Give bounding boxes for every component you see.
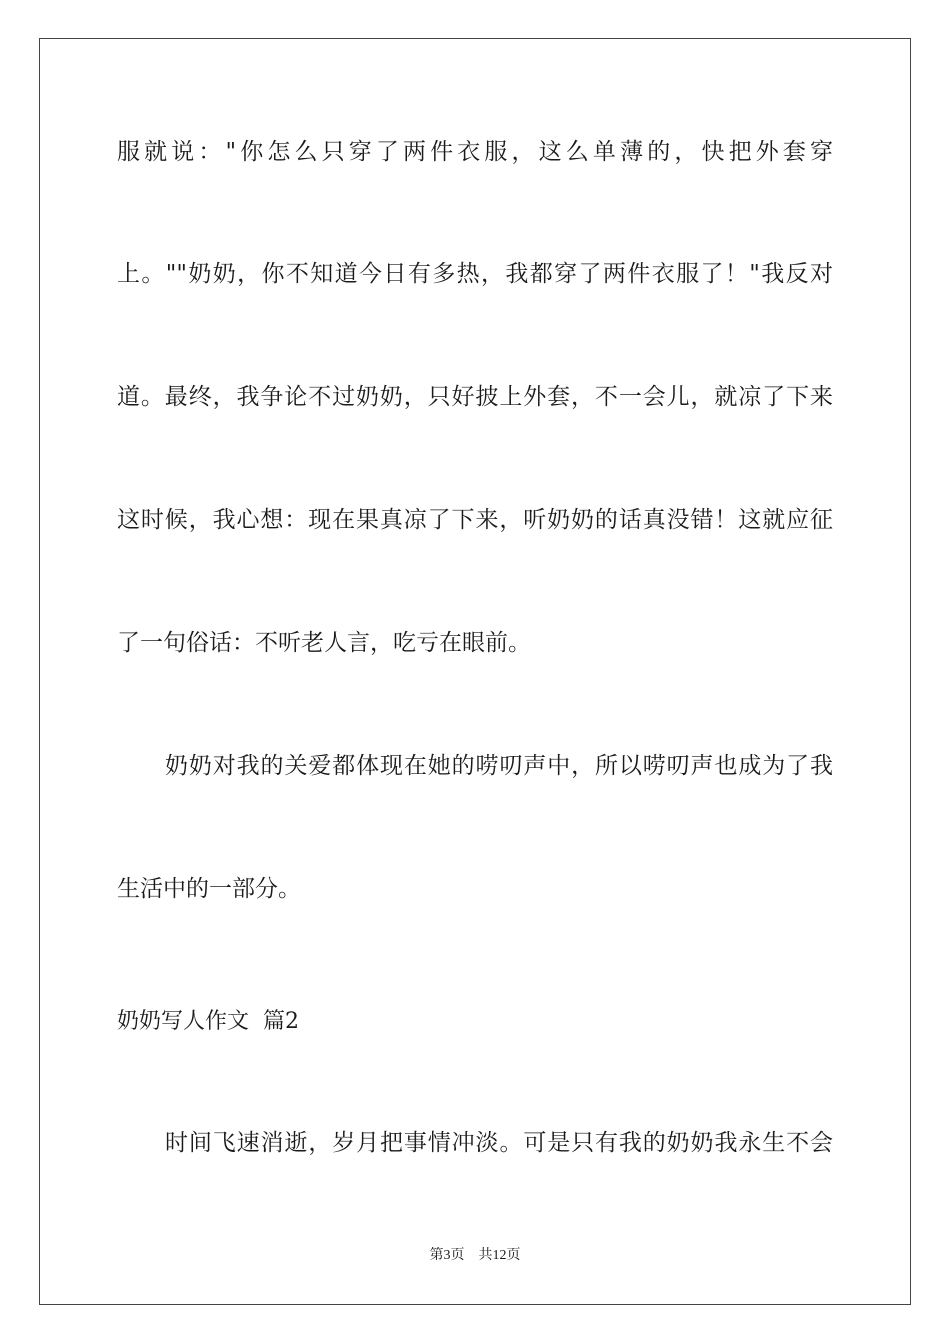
paragraph-line-3: 时间飞速消逝，岁月把事情冲淡。可是只有我的奶奶我永生不会 (165, 1130, 833, 1156)
text-line-1: 服就说："你怎么只穿了两件衣服，这么单薄的，快把外套穿 (117, 139, 833, 165)
page-footer (0, 1247, 950, 1265)
text-line-3: 道。最终，我争论不过奶奶，只好披上外套，不一会儿，就凉了下来 (117, 384, 833, 410)
paragraph-line-2: 生活中的一部分。 (117, 876, 301, 902)
text-line-5: 了一句俗话：不听老人言，吃亏在眼前。 (117, 630, 531, 656)
section-heading: 奶奶写人作文 篇2 (117, 1009, 299, 1034)
page-number: 第3页 (429, 1248, 465, 1263)
page-frame (39, 38, 911, 1305)
paragraph-line-1: 奶奶对我的关爱都体现在她的唠叨声中，所以唠叨声也成为了我 (165, 753, 833, 779)
text-line-2: 上。""奶奶，你不知道今日有多热，我都穿了两件衣服了！"我反对 (117, 261, 833, 287)
page-total: 共12页 (478, 1248, 521, 1263)
text-line-4: 这时候，我心想：现在果真凉了下来，听奶奶的话真没错！这就应征 (117, 507, 833, 533)
